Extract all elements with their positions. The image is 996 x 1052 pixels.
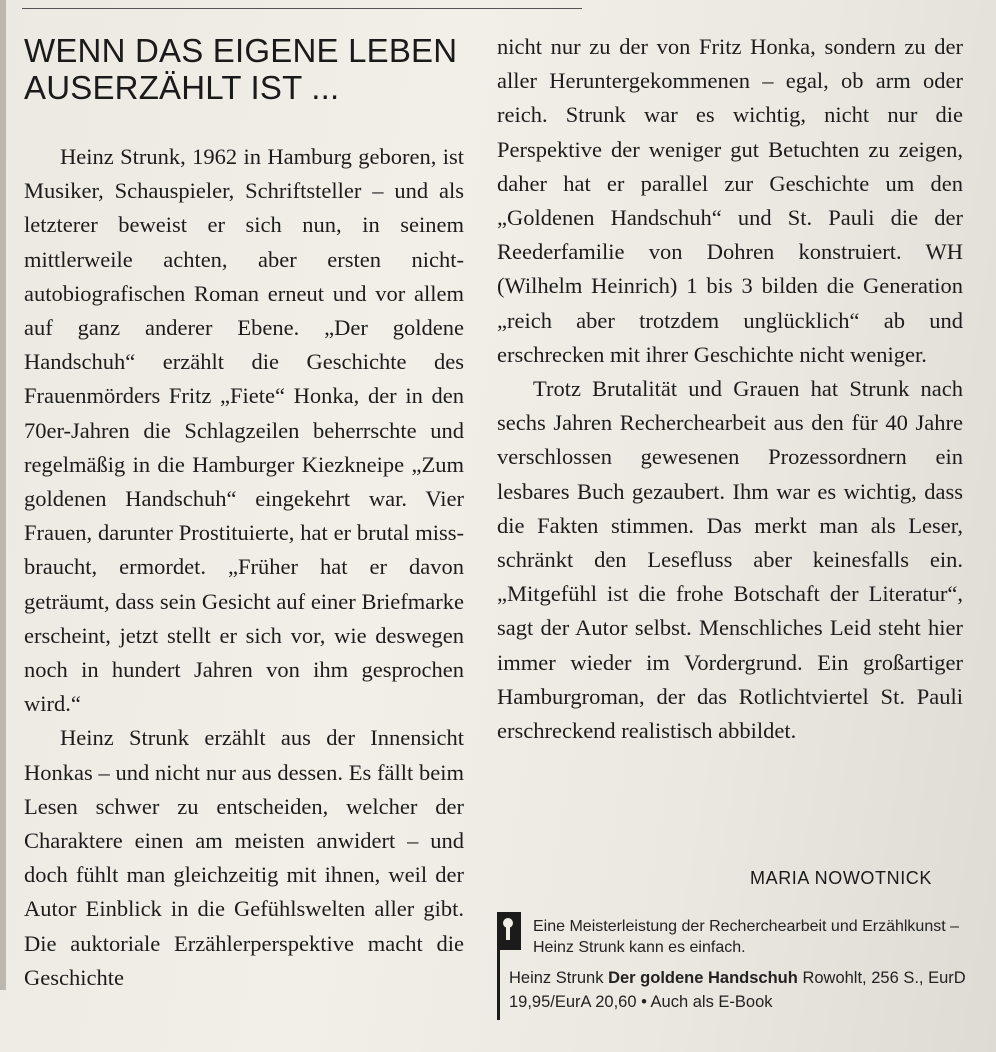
article-column-left <box>24 140 464 1020</box>
top-rule <box>22 8 582 9</box>
book-author: Heinz Strunk <box>509 969 604 987</box>
box-rule <box>497 950 500 1020</box>
article-column-right <box>497 30 963 860</box>
paragraph: Heinz Strunk erzählt aus der Innensicht Honkas – und nicht nur aus dessen. Es fällt beim Lesen schwer zu entscheiden, welcher der Charaktere einen am meisten anwidert – und doch fühlt man gleichzeitig mit ihnen, weil der Autor Einblick in die Gefühlswelten aller gibt. Die auktoriale Erzählerperspektive macht die Geschichte <box>24 725 464 990</box>
book-publisher: Rowohlt, 256 S., EurD 19,95/EurA 20,60 • Auch als E-Book <box>509 969 966 1011</box>
book-title: Der goldene Handschuh <box>608 969 798 987</box>
article-title <box>24 32 484 106</box>
paragraph: nicht nur zu der von Fritz Honka, sondern zu der aller Heruntergekommenen – egal, ob arm oder reich. Strunk war es wichtig, nicht nur die Perspektive der weniger gut Betuchten zu zeigen, daher hat er parallel zur Geschichte um den „Goldenen Handschuh“ und St. Pauli die der Reederfamilie von Dohren konstruiert. WH (Wilhelm Heinrich) 1 bis 3 bilden die Generation „reich aber trotzdem unglücklich“ ab und erschrecken mit ihrer Geschichte nicht weniger. <box>497 34 963 367</box>
page-edge <box>0 0 6 990</box>
title-line-1: WENN DAS EIGENE LEBEN <box>24 32 458 69</box>
book-details <box>509 966 967 1014</box>
pin-icon <box>497 912 521 950</box>
title-line-2: AUSERZÄHLT IST ... <box>24 69 340 106</box>
book-info-box <box>497 912 967 1017</box>
paragraph: Trotz Brutalität und Grauen hat Strunk nach sechs Jahren Recherchearbeit aus den für 40 Jahre verschlossen gewesenen Prozessordnern ein lesbares Buch gezaubert. Ihm war es wichtig, dass die Fakten stimmen. Das merkt man als Leser, schränkt den Lesefluss aber keinesfalls ein. „Mitgefühl ist die frohe Botschaft der Literatur“, sagt der Autor selbst. Menschliches Leid steht hier immer wieder im Vordergrund. Ein großartiger Hamburgroman, der das Rotlichtviertel St. Pauli erschreckend realistisch abbildet. <box>497 376 963 744</box>
box-quote: Eine Meisterleistung der Recherchearbeit und Erzählkunst – Heinz Strunk kann es einfach. <box>533 918 960 956</box>
paragraph: Heinz Strunk, 1962 in Hamburg geboren, ist Musiker, Schauspieler, Schriftsteller – und als letzterer beweist er sich nun, in seinem mittlerweile achten, aber ersten nicht-autobiografischen Roman erneut und vor allem auf ganz anderer Ebene. „Der goldene Handschuh“ erzählt die Geschichte des Frauenmörders Fritz „Fiete“ Honka, der in den 70er-Jahren die Schlagzeilen beherrschte und regelmäßig in die Hamburger Kiezkneipe „Zum goldenen Handschuh“ eingekehrt war. Vier Frauen, darunter Prostituierte, hat er brutal missbraucht, ermordet. „Früher hat er davon geträumt, dass sein Gesicht auf einer Briefmarke erscheint, jetzt stellt er sich vor, wie deswegen noch in hundert Jahren von ihm gesprochen wird.“ <box>24 144 464 717</box>
pin-icon-stem <box>506 926 510 940</box>
author-byline: MARIA NOWOTNICK <box>750 868 933 888</box>
